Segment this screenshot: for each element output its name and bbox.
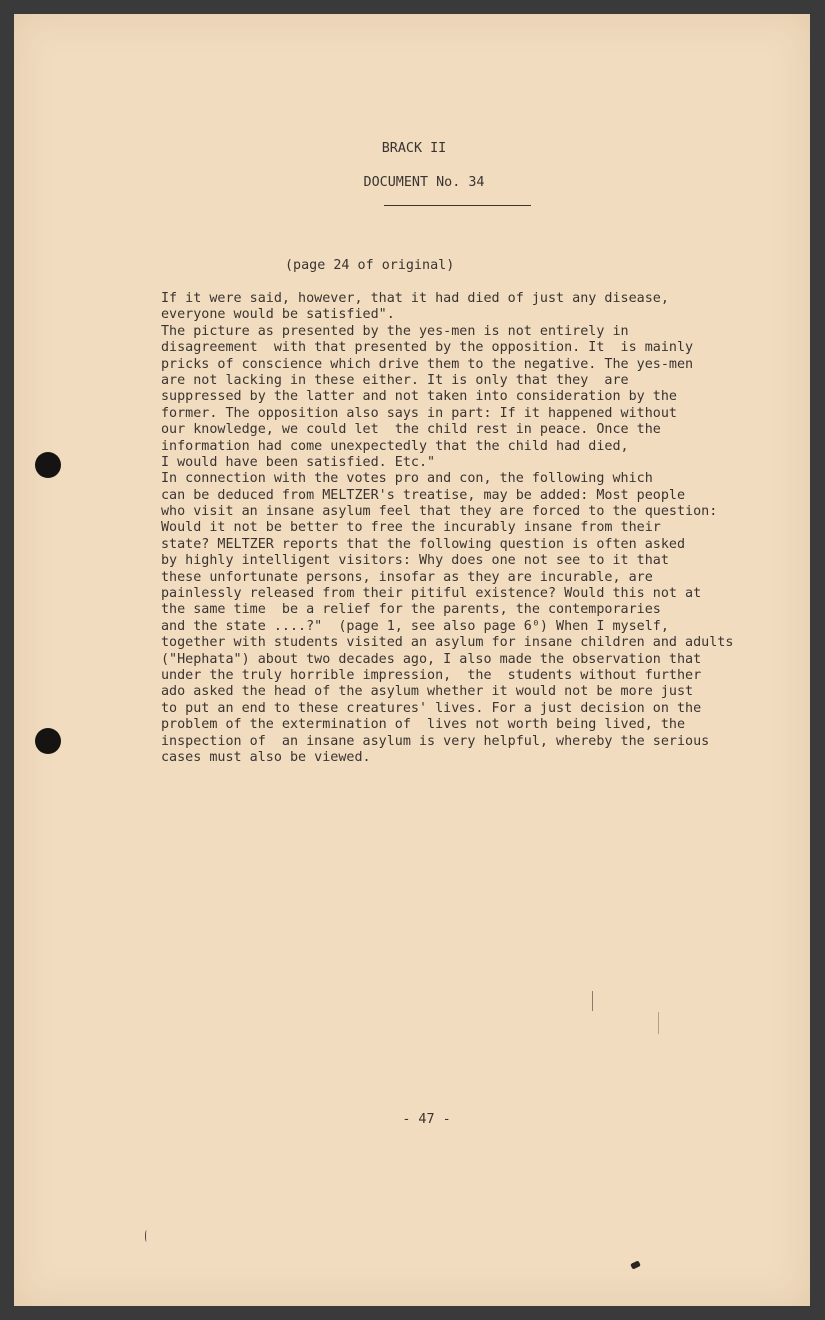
pencil-mark [145,1230,148,1242]
header-underline [384,205,531,206]
page-number: - 47 - [402,1112,451,1127]
body-line: ado asked the head of the asylum whether it would not be more just [161,684,694,700]
page-reference: (page 24 of original) [285,258,455,273]
body-line: painlessly released from their pitiful existence? Would this not at [161,586,702,602]
body-line: If it were said, however, that it had died of just any disease, [161,291,669,306]
body-line: state? MELTZER reports that the following question is often asked [161,536,686,552]
body-line: information had come unexpectedly that the child had died, [161,438,629,454]
body-line: by highly intelligent visitors: Why does one not see to it that [161,553,669,569]
body-line: I would have been satisfied. Etc." [161,454,436,470]
body-line: former. The opposition also says in part: If it happened without [161,405,677,421]
document-number: DOCUMENT No. 34 [363,175,485,190]
body-line: are not lacking in these either. It is only that they are [161,372,629,388]
body-line: to put an end to these creatures' lives. For a just decision on the [161,700,702,716]
body-line: disagreement with that presented by the opposition. It is mainly [161,340,694,356]
body-line: can be deduced from MELTZER's treatise, may be added: Most people [161,487,686,503]
body-line: who visit an insane asylum feel that they are forced to the question: [161,504,718,520]
pencil-mark [592,991,593,1011]
body-line: cases must also be viewed. [161,749,371,765]
body-line: these unfortunate persons, insofar as they are incurable, are [161,569,653,585]
document-page [14,14,810,1306]
body-line: The picture as presented by the yes-men is not entirely in [161,323,629,339]
body-line: suppressed by the latter and not taken into consideration by the [161,389,677,405]
body-line: together with students visited an asylum for insane children and adults [161,635,734,651]
header-title: BRACK II [381,141,447,156]
body-text [161,291,771,766]
body-line: everyone would be satisfied". [161,307,395,323]
body-line: In connection with the votes pro and con, the following which [161,471,653,487]
ink-smudge [630,1260,641,1269]
pencil-mark [658,1012,659,1034]
punch-hole [35,728,61,754]
body-line: Would it not be better to free the incurably insane from their [161,520,661,536]
body-line: ("Hephata") about two decades ago, I also made the observation that [161,651,702,667]
body-line: problem of the extermination of lives not worth being lived, the [161,717,686,733]
body-line: pricks of conscience which drive them to the negative. The yes-men [161,356,694,372]
punch-hole [35,452,61,478]
body-line: and the state ....?" (page 1, see also page 6⁰) When I myself, [161,618,669,634]
body-line: under the truly horrible impression, the students without further [161,667,702,683]
body-line: inspection of an insane asylum is very helpful, whereby the serious [161,733,710,749]
body-line: the same time be a relief for the parents, the contemporaries [161,602,661,618]
body-line: our knowledge, we could let the child rest in peace. Once the [161,422,661,438]
